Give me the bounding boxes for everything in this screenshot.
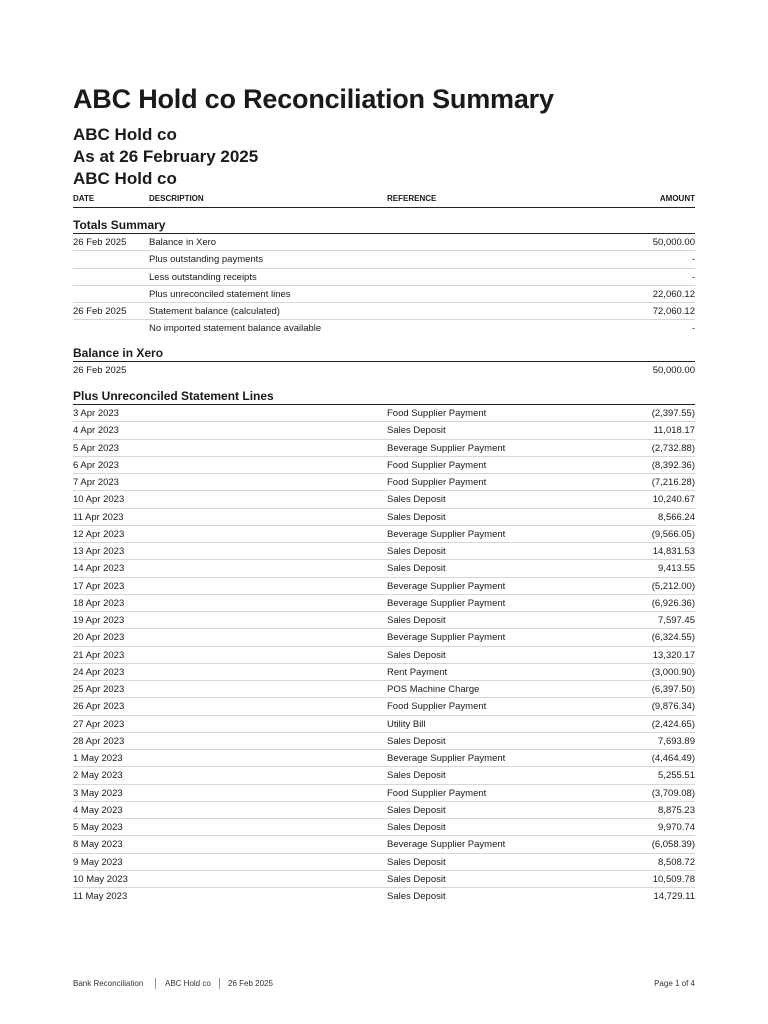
row-reference: Food Supplier Payment (387, 701, 487, 713)
table-row (73, 303, 695, 320)
table-row (73, 595, 695, 612)
table-row (73, 819, 695, 836)
organisation-name: ABC Hold co (73, 125, 177, 144)
table-row (73, 612, 695, 629)
row-description: Less outstanding receipts (149, 271, 257, 283)
table-row (73, 698, 695, 715)
section-title-balance-in-xero: Balance in Xero (73, 346, 695, 362)
row-reference: Sales Deposit (387, 511, 446, 523)
row-date: 3 May 2023 (73, 787, 123, 799)
row-amount: 14,831.53 (652, 546, 695, 557)
footer-page-number: Page 1 of 4 (654, 979, 695, 988)
table-row (73, 362, 695, 378)
table-row (73, 785, 695, 802)
table-row (73, 286, 695, 303)
row-reference: Beverage Supplier Payment (387, 528, 506, 540)
row-description: Balance in Xero (149, 237, 217, 248)
row-amount: 9,413.55 (658, 563, 695, 575)
row-amount: - (691, 271, 695, 283)
row-date: 14 Apr 2023 (73, 563, 125, 575)
row-reference: Sales Deposit (387, 804, 446, 816)
section-title-totals-summary: Totals Summary (73, 218, 695, 234)
row-reference: Beverage Supplier Payment (387, 839, 506, 851)
row-reference: Beverage Supplier Payment (387, 597, 506, 609)
row-amount: - (691, 254, 695, 266)
table-row (73, 509, 695, 526)
table-row (73, 629, 695, 646)
table-row (73, 888, 695, 904)
table-row (73, 716, 695, 733)
row-amount: 8,566.24 (658, 511, 695, 523)
row-amount: (6,324.55) (651, 632, 695, 644)
table-row (73, 802, 695, 819)
row-amount: 22,060.12 (652, 288, 695, 300)
row-reference: Sales Deposit (387, 822, 446, 833)
table-row (73, 733, 695, 750)
table-row (73, 836, 695, 853)
row-date: 7 Apr 2023 (73, 477, 119, 488)
column-header-date: DATE (73, 194, 95, 203)
row-date: 28 Apr 2023 (73, 735, 125, 747)
footer-divider (155, 978, 156, 989)
column-header-row (73, 193, 695, 208)
footer-date: 26 Feb 2025 (228, 979, 273, 988)
row-reference: Sales Deposit (387, 770, 446, 782)
row-amount: 9,970.74 (658, 822, 695, 833)
row-date: 4 May 2023 (73, 804, 123, 816)
row-amount: 8,508.72 (658, 856, 695, 868)
row-reference: Food Supplier Payment (387, 477, 487, 488)
footer-report-name: Bank Reconciliation (73, 979, 144, 988)
row-date: 11 May 2023 (73, 891, 128, 902)
row-date: 3 Apr 2023 (73, 408, 119, 419)
row-date: 9 May 2023 (73, 856, 123, 868)
table-row (73, 405, 695, 422)
row-reference: Sales Deposit (387, 856, 446, 868)
column-header-amount: AMOUNT (659, 194, 695, 203)
row-reference: Beverage Supplier Payment (387, 580, 506, 592)
balance-in-xero-table (73, 362, 695, 378)
table-row (73, 251, 695, 268)
row-reference: Beverage Supplier Payment (387, 753, 506, 764)
row-description: Statement balance (calculated) (149, 306, 280, 318)
table-row (73, 422, 695, 439)
row-date: 6 Apr 2023 (73, 459, 119, 471)
totals-summary-table (73, 234, 695, 337)
row-amount: (2,397.55) (651, 408, 695, 419)
row-amount: (9,566.05) (651, 528, 695, 540)
row-description: Plus unreconciled statement lines (149, 288, 291, 300)
row-reference: Sales Deposit (387, 563, 446, 575)
row-date: 10 May 2023 (73, 873, 128, 885)
report-title: ABC Hold co Reconciliation Summary (73, 84, 554, 114)
row-date: 4 Apr 2023 (73, 425, 119, 437)
section-title-unreconciled: Plus Unreconciled Statement Lines (73, 389, 695, 405)
row-date: 5 May 2023 (73, 822, 123, 833)
row-reference: Sales Deposit (387, 494, 446, 506)
row-date: 8 May 2023 (73, 839, 123, 851)
row-amount: (6,397.50) (651, 684, 695, 695)
row-date: 26 Feb 2025 (73, 237, 127, 248)
row-reference: Rent Payment (387, 666, 448, 678)
row-reference: Sales Deposit (387, 649, 446, 661)
table-row (73, 767, 695, 784)
row-amount: 72,060.12 (652, 306, 695, 318)
row-reference: Beverage Supplier Payment (387, 632, 506, 644)
unreconciled-lines-table (73, 405, 695, 904)
row-amount: (2,424.65) (651, 718, 695, 730)
table-row (73, 474, 695, 491)
row-amount: (3,709.08) (651, 787, 695, 799)
row-amount: 10,240.67 (652, 494, 695, 506)
column-header-description: DESCRIPTION (149, 194, 204, 203)
row-amount: 50,000.00 (652, 237, 695, 248)
table-row (73, 320, 695, 336)
row-date: 11 Apr 2023 (73, 511, 124, 523)
row-date: 1 May 2023 (73, 753, 123, 764)
table-row (73, 750, 695, 767)
row-reference: Food Supplier Payment (387, 787, 487, 799)
row-amount: (9,876.34) (651, 701, 695, 713)
table-row (73, 871, 695, 888)
row-date: 25 Apr 2023 (73, 684, 125, 695)
row-date: 20 Apr 2023 (73, 632, 125, 644)
table-row (73, 526, 695, 543)
row-reference: Sales Deposit (387, 873, 446, 885)
row-reference: Sales Deposit (387, 735, 446, 747)
table-row (73, 543, 695, 560)
row-amount: (3,000.90) (651, 666, 695, 678)
table-row (73, 440, 695, 457)
table-row (73, 681, 695, 698)
column-header-reference: REFERENCE (387, 194, 437, 203)
row-amount: (6,926.36) (651, 597, 695, 609)
table-row (73, 578, 695, 595)
row-amount: 8,875.23 (658, 804, 695, 816)
row-amount: (4,464.49) (651, 753, 695, 764)
row-reference: Sales Deposit (387, 546, 446, 557)
table-row (73, 269, 695, 286)
row-amount: 14,729.11 (653, 891, 695, 902)
row-amount: 7,597.45 (658, 615, 695, 626)
row-amount: (2,732.88) (651, 442, 695, 454)
row-date: 12 Apr 2023 (73, 528, 125, 540)
row-date: 13 Apr 2023 (73, 546, 125, 557)
table-row (73, 647, 695, 664)
row-amount: 13,320.17 (652, 649, 695, 661)
row-date: 26 Apr 2023 (73, 701, 125, 713)
footer-organisation: ABC Hold co (165, 979, 211, 988)
table-row (73, 234, 695, 251)
row-amount: 5,255.51 (658, 770, 695, 782)
row-reference: Sales Deposit (387, 425, 446, 437)
row-date: 10 Apr 2023 (73, 494, 125, 506)
row-reference: Food Supplier Payment (387, 459, 487, 471)
row-date: 26 Feb 2025 (73, 365, 127, 376)
table-row (73, 560, 695, 577)
row-date: 19 Apr 2023 (73, 615, 125, 626)
row-date: 17 Apr 2023 (73, 580, 125, 592)
row-amount: (6,058.39) (651, 839, 695, 851)
row-description: Plus outstanding payments (149, 254, 264, 266)
bank-account-name: ABC Hold co (73, 169, 177, 188)
row-date: 27 Apr 2023 (73, 718, 125, 730)
row-date: 26 Feb 2025 (73, 306, 127, 318)
row-amount: 50,000.00 (652, 365, 695, 376)
row-amount: (8,392.36) (651, 459, 695, 471)
row-description: No imported statement balance available (149, 323, 322, 335)
table-row (73, 664, 695, 681)
row-amount: (7,216.28) (651, 477, 695, 488)
row-amount: 10,509.78 (652, 873, 695, 885)
table-row (73, 457, 695, 474)
row-reference: Sales Deposit (387, 891, 446, 902)
row-date: 24 Apr 2023 (73, 666, 125, 678)
row-reference: Food Supplier Payment (387, 408, 487, 419)
row-amount: - (691, 323, 695, 335)
row-date: 2 May 2023 (73, 770, 123, 782)
row-reference: POS Machine Charge (387, 684, 480, 695)
row-date: 5 Apr 2023 (73, 442, 119, 454)
footer-divider (219, 978, 220, 989)
row-amount: 7,693.89 (658, 735, 695, 747)
row-reference: Sales Deposit (387, 615, 446, 626)
report-date: As at 26 February 2025 (73, 147, 259, 166)
row-amount: (5,212.00) (651, 580, 695, 592)
row-amount: 11,018.17 (653, 425, 695, 437)
row-date: 21 Apr 2023 (73, 649, 125, 661)
table-row (73, 491, 695, 508)
row-date: 18 Apr 2023 (73, 597, 125, 609)
row-reference: Utility Bill (387, 718, 426, 730)
row-reference: Beverage Supplier Payment (387, 442, 506, 454)
table-row (73, 854, 695, 871)
